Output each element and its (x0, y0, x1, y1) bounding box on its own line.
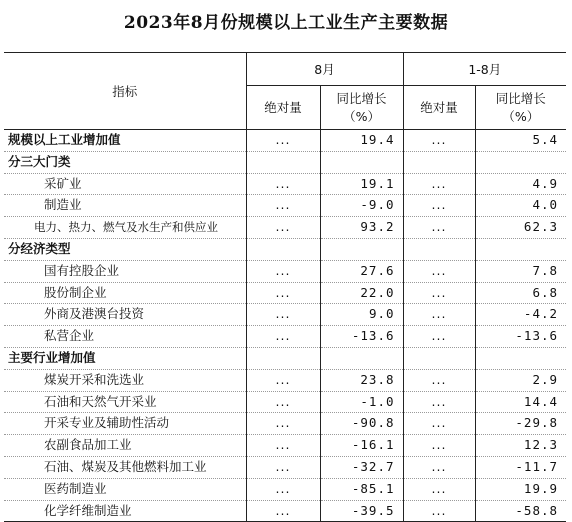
aug-absolute-cell: ... (246, 304, 320, 326)
ytd-yoy-cell (475, 238, 566, 260)
ytd-absolute-cell: ... (403, 326, 475, 348)
ytd-absolute-cell: ... (403, 478, 475, 500)
ytd-absolute-cell: ... (403, 391, 475, 413)
ytd-yoy-cell (475, 347, 566, 369)
ytd-yoy-cell: -13.6 (475, 326, 566, 348)
table-row (4, 130, 566, 152)
aug-yoy-cell: -85.1 (320, 478, 403, 500)
yoy-header-aug: 同比增长 （%） (320, 86, 403, 130)
table-row (4, 238, 566, 260)
ytd-yoy-cell: 12.3 (475, 435, 566, 457)
aug-absolute-cell (246, 347, 320, 369)
row-label: 主要行业增加值 (4, 347, 246, 369)
ytd-absolute-cell (403, 347, 475, 369)
period-august-header: 8月 (246, 53, 403, 86)
row-label: 煤炭开采和洗选业 (4, 369, 246, 391)
table-row (4, 195, 566, 217)
industrial-data-table (4, 52, 566, 522)
ytd-absolute-cell: ... (403, 369, 475, 391)
aug-yoy-cell: 9.0 (320, 304, 403, 326)
row-label: 规模以上工业增加值 (4, 130, 246, 152)
row-label: 农副食品加工业 (4, 435, 246, 457)
period-jan-aug-header: 1-8月 (403, 53, 566, 86)
yoy-header-ytd: 同比增长 （%） (475, 86, 566, 130)
row-label: 外商及港澳台投资 (4, 304, 246, 326)
ytd-absolute-cell: ... (403, 456, 475, 478)
aug-absolute-cell: ... (246, 435, 320, 457)
table-row (4, 282, 566, 304)
ytd-yoy-cell: -58.8 (475, 500, 566, 522)
aug-yoy-cell: -90.8 (320, 413, 403, 435)
aug-yoy-cell: 22.0 (320, 282, 403, 304)
ytd-absolute-cell: ... (403, 195, 475, 217)
aug-yoy-cell: -39.5 (320, 500, 403, 522)
row-label: 开采专业及辅助性活动 (4, 413, 246, 435)
table-row (4, 326, 566, 348)
ytd-absolute-cell (403, 151, 475, 173)
table-row (4, 260, 566, 282)
table-row (4, 435, 566, 457)
ytd-absolute-cell: ... (403, 217, 475, 239)
indicator-header: 指标 (4, 53, 246, 130)
ytd-absolute-cell: ... (403, 173, 475, 195)
table-body (4, 130, 566, 522)
ytd-yoy-cell: -4.2 (475, 304, 566, 326)
ytd-absolute-cell: ... (403, 435, 475, 457)
aug-yoy-cell: -16.1 (320, 435, 403, 457)
aug-yoy-cell: 23.8 (320, 369, 403, 391)
row-label: 石油和天然气开采业 (4, 391, 246, 413)
row-label: 分经济类型 (4, 238, 246, 260)
table-row (4, 456, 566, 478)
row-label: 电力、热力、燃气及水生产和供应业 (4, 217, 246, 239)
table-row (4, 369, 566, 391)
ytd-absolute-cell: ... (403, 130, 475, 152)
aug-absolute-cell: ... (246, 326, 320, 348)
aug-absolute-cell: ... (246, 478, 320, 500)
aug-absolute-cell: ... (246, 282, 320, 304)
absolute-header-aug: 绝对量 (246, 86, 320, 130)
aug-absolute-cell: ... (246, 413, 320, 435)
ytd-yoy-cell: 2.9 (475, 369, 566, 391)
ytd-yoy-cell: 62.3 (475, 217, 566, 239)
ytd-yoy-cell: 6.8 (475, 282, 566, 304)
row-label: 分三大门类 (4, 151, 246, 173)
aug-absolute-cell (246, 151, 320, 173)
table-row (4, 391, 566, 413)
ytd-yoy-cell: -29.8 (475, 413, 566, 435)
ytd-absolute-cell (403, 238, 475, 260)
aug-yoy-cell: -9.0 (320, 195, 403, 217)
aug-absolute-cell: ... (246, 217, 320, 239)
ytd-yoy-cell: 5.4 (475, 130, 566, 152)
aug-absolute-cell: ... (246, 260, 320, 282)
table-row (4, 151, 566, 173)
ytd-absolute-cell: ... (403, 282, 475, 304)
aug-yoy-cell (320, 151, 403, 173)
absolute-header-ytd: 绝对量 (403, 86, 475, 130)
aug-yoy-cell: 27.6 (320, 260, 403, 282)
aug-absolute-cell: ... (246, 195, 320, 217)
aug-absolute-cell (246, 238, 320, 260)
aug-yoy-cell: 19.1 (320, 173, 403, 195)
aug-absolute-cell: ... (246, 173, 320, 195)
ytd-yoy-cell: 4.9 (475, 173, 566, 195)
ytd-absolute-cell: ... (403, 413, 475, 435)
row-label: 制造业 (4, 195, 246, 217)
row-label: 医药制造业 (4, 478, 246, 500)
aug-absolute-cell: ... (246, 500, 320, 522)
aug-yoy-cell: -32.7 (320, 456, 403, 478)
aug-absolute-cell: ... (246, 456, 320, 478)
table-row (4, 347, 566, 369)
aug-absolute-cell: ... (246, 130, 320, 152)
ytd-absolute-cell: ... (403, 260, 475, 282)
ytd-yoy-cell (475, 151, 566, 173)
table-row (4, 413, 566, 435)
row-label: 采矿业 (4, 173, 246, 195)
aug-yoy-cell: 93.2 (320, 217, 403, 239)
ytd-yoy-cell: 7.8 (475, 260, 566, 282)
row-label: 私营企业 (4, 326, 246, 348)
aug-yoy-cell: 19.4 (320, 130, 403, 152)
page-title: 2023年8月份规模以上工业生产主要数据 (123, 13, 449, 33)
table-row (4, 217, 566, 239)
aug-yoy-cell: -13.6 (320, 326, 403, 348)
aug-absolute-cell: ... (246, 369, 320, 391)
table-row (4, 478, 566, 500)
aug-yoy-cell (320, 238, 403, 260)
ytd-yoy-cell: -11.7 (475, 456, 566, 478)
table-row (4, 173, 566, 195)
table-row (4, 304, 566, 326)
aug-yoy-cell (320, 347, 403, 369)
ytd-yoy-cell: 14.4 (475, 391, 566, 413)
row-label: 化学纤维制造业 (4, 500, 246, 522)
row-label: 石油、煤炭及其他燃料加工业 (4, 456, 246, 478)
ytd-yoy-cell: 4.0 (475, 195, 566, 217)
ytd-yoy-cell: 19.9 (475, 478, 566, 500)
aug-absolute-cell: ... (246, 391, 320, 413)
aug-yoy-cell: -1.0 (320, 391, 403, 413)
ytd-absolute-cell: ... (403, 500, 475, 522)
row-label: 股份制企业 (4, 282, 246, 304)
ytd-absolute-cell: ... (403, 304, 475, 326)
row-label: 国有控股企业 (4, 260, 246, 282)
